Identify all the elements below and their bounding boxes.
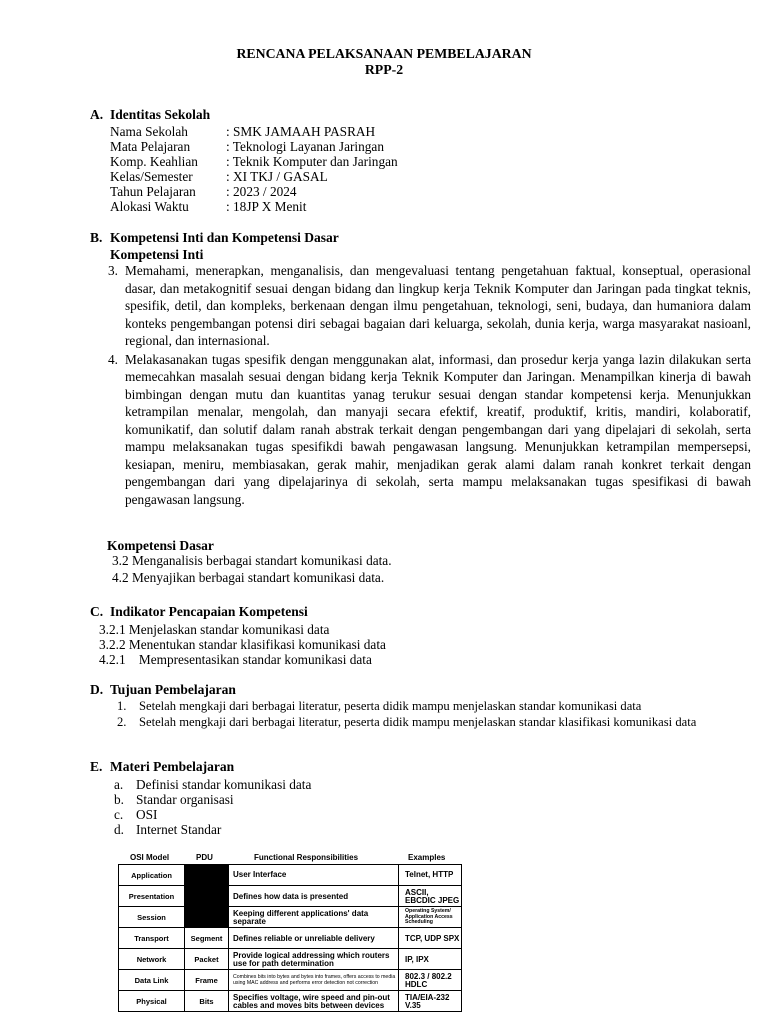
table-row: Physical Bits Specifies voltage, wire speed and pin-out cables and moves bits between devices TIA/EIA-232 V.35 — [119, 990, 461, 1012]
identity-row: Komp. Keahlian : Teknik Komputer dan Jaringan — [110, 154, 398, 169]
list-item: 2. Setelah mengkaji dari berbagai literatur, peserta didik mampu menjelaskan standar klasifikasi komunikasi data — [117, 715, 697, 729]
identity-row: Nama Sekolah : SMK JAMAAH PASRAH — [110, 124, 376, 139]
indicator-item: 4.2.1 Mempresentasikan standar komunikasi data — [99, 652, 372, 667]
material-item: c. OSI — [114, 807, 158, 822]
list-item: 3. Memahami, menerapkan, menganalisis, dan mengevaluasi tentang pengetahuan faktual, konseptual, operasional dasar, dan metakognitif sesuai dengan bidang dan lingkup kerja Teknik Komputer dan Jaringan pada tingkat teknis, spesifik, detil, dan kompleks, berkenaan dengan ilmu pengetahuan, teknologi, seni, budaya, dan humaniora dalam konteks pengembangan potensi diri sebagai bagaian dari keluarga, sekolah, dunia kerja, warga masyarakat nasioanl, regional, dan internasional. — [108, 263, 751, 348]
list-item: 4. Melakasanakan tugas spesifik dengan menggunakan alat, informasi, dan prosedur kerja yanga lazin dilakukan serta memecahkan masalah sesuai dengan bidang kerja Teknik Komputer dan Jaringan. Menampilkan kinerja di bawah bimbingan dengan mutu dan kuantitas yanag terukur sesuai dengan standar kompetensi kerja. Menunjukkan ketrampilan menalar, mengolah, dan manyaji secara efektif, kreatif, produktif, kritis, mandiri, kolaboratif, komunikatif, dan solutif dalam ranah abstrak terkait dengan pengembangan dari yang dipelajari di sekolah, serta mampu melaksanakan tugas spesifikdi bawah pengawasan langsung. Menunjukkan ketrampilan mempersepsi, kesiapan, meniru, membiasakan, gerak mahir, menjadikan gerak alami dalam ranah konkret terkait dengan pengembangan dari yang dipelajarinya di sekolah, serta mampu melaksanakan tugas spesifikasi di bawah pengawasan langsung. — [108, 351, 751, 507]
table-row: Network Packet Provide logical addressing which routers use for path determination IP, IPX — [119, 948, 461, 970]
kd-heading: Kompetensi Dasar — [107, 538, 214, 553]
material-item: d. Internet Standar — [114, 822, 222, 837]
indicator-item: 3.2.2 Menentukan standar klasifikasi komunikasi data — [99, 637, 386, 652]
objective-list — [117, 698, 751, 730]
ki-heading: Kompetensi Inti — [110, 247, 204, 262]
table-row: Transport Segment Defines reliable or unreliable delivery TCP, UDP SPX — [119, 927, 461, 949]
table-row: Session Keeping different applications' data separate Operating System/ Application Access Scheduling — [119, 906, 461, 928]
table-row: Presentation Defines how data is presented ASCII, EBCDIC JPEG — [119, 885, 461, 907]
section-d-heading: D. Tujuan Pembelajaran — [90, 682, 236, 697]
identity-row: Tahun Pelajaran : 2023 / 2024 — [110, 184, 297, 199]
kd-item: 3.2 Menganalisis berbagai standart komunikasi data. — [112, 553, 392, 568]
table-row: Data Link Frame Combines bits into bytes and bytes into frames, offers access to media using MAC address and performs error detection not correction 802.3 / 802.2 HDLC — [119, 969, 461, 991]
material-item: a. Definisi standar komunikasi data — [114, 777, 312, 792]
material-item: b. Standar organisasi — [114, 792, 234, 807]
identity-row: Mata Pelajaran : Teknologi Layanan Jaringan — [110, 139, 384, 154]
section-b-heading: B. Kompetensi Inti dan Kompetensi Dasar — [90, 230, 339, 245]
section-a-heading: A. Identitas Sekolah — [90, 107, 211, 122]
osi-table-body — [118, 864, 462, 1012]
kd-item: 4.2 Menyajikan berbagai standart komunikasi data. — [112, 570, 385, 585]
table-row: Application User Interface Telnet, HTTP — [119, 865, 461, 885]
section-e-heading: E. Materi Pembelajaran — [90, 759, 235, 774]
ki-list — [108, 262, 751, 508]
osi-table-header: OSI Model PDU Functional Responsibilities Examples — [130, 853, 446, 862]
identity-row: Alokasi Waktu : 18JP X Menit — [110, 199, 307, 214]
identity-row: Kelas/Semester : XI TKJ / GASAL — [110, 169, 328, 184]
osi-model-table — [118, 852, 462, 1012]
document-title: RENCANA PELAKSANAAN PEMBELAJARAN — [236, 46, 532, 61]
indicator-item: 3.2.1 Menjelaskan standar komunikasi data — [99, 622, 330, 637]
section-c-heading: C. Indikator Pencapaian Kompetensi — [90, 604, 308, 619]
document-subtitle: RPP-2 — [364, 62, 404, 77]
list-item: 1. Setelah mengkaji dari berbagai literatur, peserta didik mampu menjelaskan standar komunikasi data — [117, 699, 642, 713]
